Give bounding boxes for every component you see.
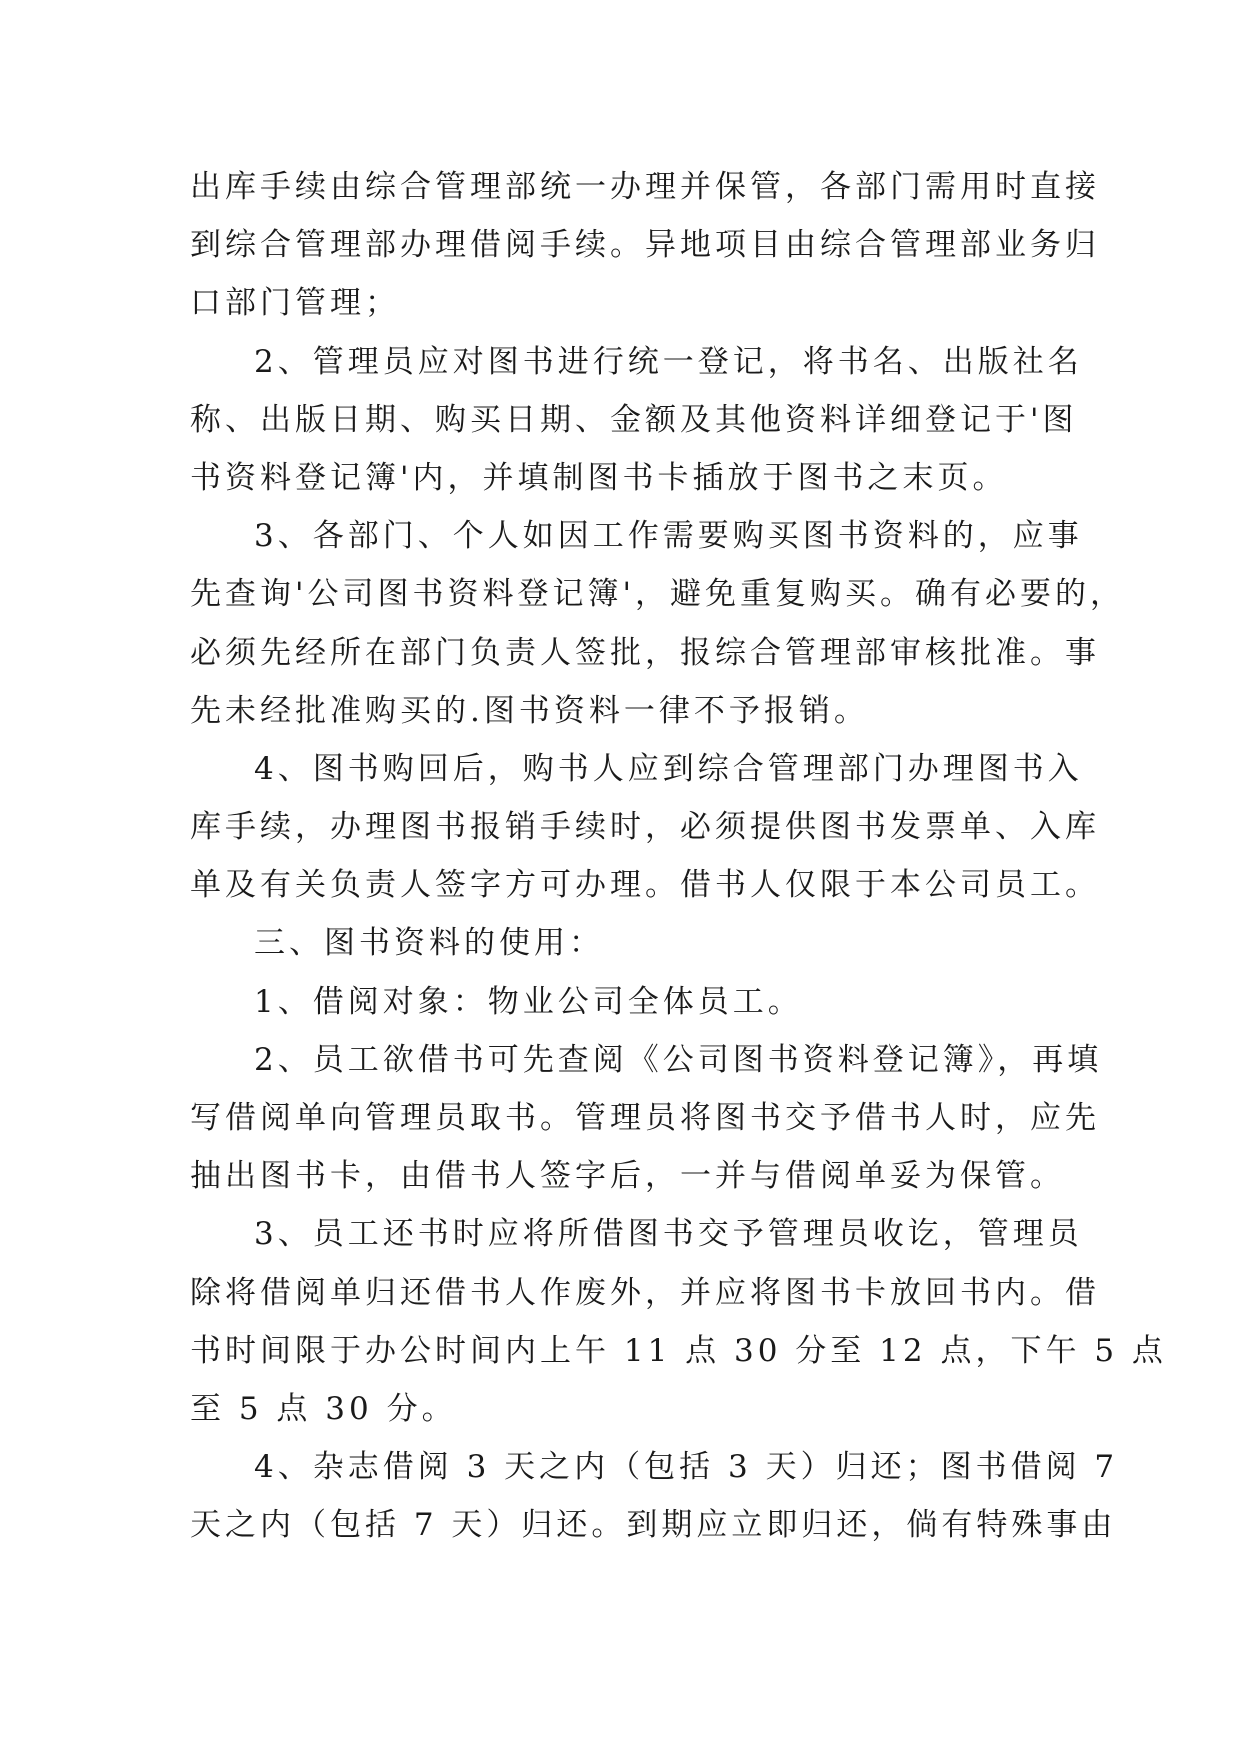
text-line: 1、借阅对象：物业公司全体员工。 bbox=[254, 983, 803, 1020]
text-line: 书时间限于办公时间内上午 11 点 30 分至 12 点，下午 5 点 bbox=[190, 1332, 1167, 1369]
text-line: 至 5 点 30 分。 bbox=[190, 1390, 457, 1427]
document-body bbox=[190, 158, 1167, 1555]
text-line: 库手续，办理图书报销手续时，必须提供图书发票单、入库 bbox=[190, 809, 1100, 846]
text-line: 书资料登记簿'内，并填制图书卡插放于图书之末页。 bbox=[190, 459, 1008, 496]
text-line: 必须先经所在部门负责人签批，报综合管理部审核批准。事 bbox=[190, 634, 1100, 671]
text-line: 天之内（包括 7 天）归还。到期应立即归还，倘有特殊事由 bbox=[190, 1507, 1117, 1544]
text-line: 2、员工欲借书可先查阅《公司图书资料登记簿》，再填 bbox=[254, 1041, 1103, 1078]
text-line: 抽出图书卡，由借书人签字后，一并与借阅单妥为保管。 bbox=[190, 1158, 1065, 1195]
text-line: 先未经批准购买的.图书资料一律不予报销。 bbox=[190, 692, 869, 729]
text-line: 到综合管理部办理借阅手续。异地项目由综合管理部业务归 bbox=[190, 227, 1100, 264]
text-line: 4、图书购回后，购书人应到综合管理部门办理图书入 bbox=[254, 750, 1083, 787]
text-line: 3、员工还书时应将所借图书交予管理员收讫，管理员 bbox=[254, 1216, 1083, 1253]
text-line: 称、出版日期、购买日期、金额及其他资料详细登记于'图 bbox=[190, 401, 1078, 438]
text-line: 口部门管理； bbox=[190, 285, 400, 322]
text-line: 先查询'公司图书资料登记簿'，避免重复购买。确有必要的， bbox=[190, 576, 1126, 613]
text-line: 4、杂志借阅 3 天之内（包括 3 天）归还；图书借阅 7 bbox=[254, 1449, 1119, 1486]
text-line: 3、各部门、个人如因工作需要购买图书资料的，应事 bbox=[254, 518, 1083, 555]
text-line: 写借阅单向管理员取书。管理员将图书交予借书人时，应先 bbox=[190, 1100, 1100, 1136]
text-line: 三、图书资料的使用： bbox=[254, 925, 604, 962]
text-line: 除将借阅单归还借书人作废外，并应将图书卡放回书内。借 bbox=[190, 1274, 1100, 1311]
text-line: 单及有关负责人签字方可办理。借书人仅限于本公司员工。 bbox=[190, 867, 1100, 904]
text-line: 2、管理员应对图书进行统一登记，将书名、出版社名 bbox=[254, 343, 1083, 380]
text-line: 出库手续由综合管理部统一办理并保管，各部门需用时直接 bbox=[190, 169, 1100, 205]
